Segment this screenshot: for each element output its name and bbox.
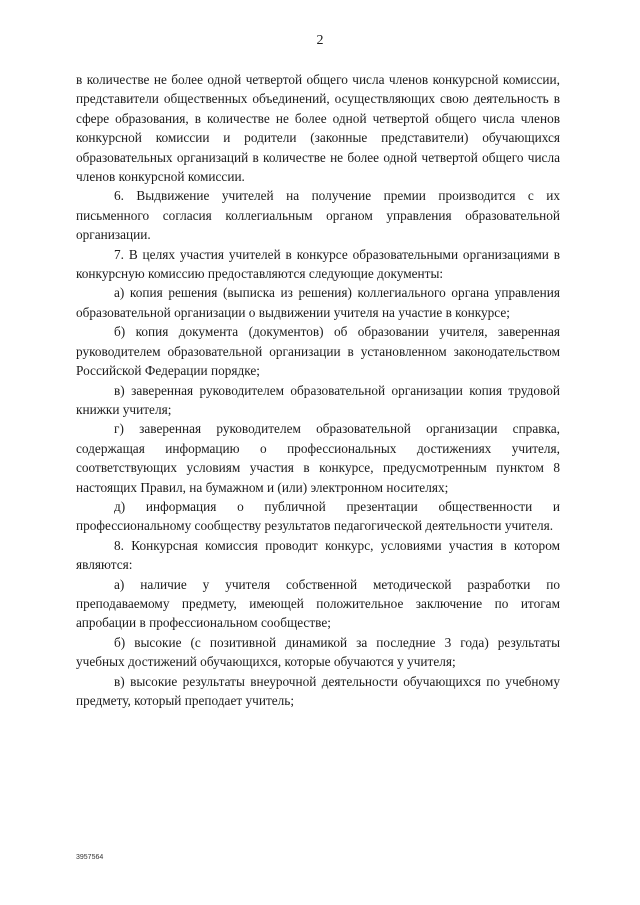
paragraph-item-8v: в) высокие результаты внеурочной деятельности обучающихся по учебному предмету, который преподает учитель; — [76, 673, 560, 708]
paragraph-item-7v: в) заверенная руководителем образовательной организации копия трудовой книжки учителя; — [76, 382, 560, 417]
document-body — [76, 70, 560, 710]
paragraph-item-7a: а) копия решения (выписка из решения) коллегиального органа управления образовательной организации о выдвижении учителя на участие в конкурсе; — [76, 285, 560, 320]
paragraph-item-7b: б) копия документа (документов) об образовании учителя, заверенная руководителем образовательной организации в установленном законодательством Российской Федерации порядке; — [76, 324, 560, 379]
paragraph-item-7g: г) заверенная руководителем образовательной организации справка, содержащая информацию о профессиональных достижениях учителя, соответствующих условиям участия в конкурсе, предусмотренным пунктом 8 настоящих Правил, на бумажном и (или) электронном носителях; — [76, 421, 560, 495]
paragraph-item-8a: а) наличие у учителя собственной методической разработки по преподаваемому предмету, имеющей положительное заключение по итогам апробации в профессиональном сообществе; — [76, 576, 560, 631]
document-code: 3957564 — [76, 854, 104, 861]
page-number: 2 — [316, 33, 324, 48]
paragraph-item-6: 6. Выдвижение учителей на получение премии производится с их письменного согласия коллегиальным органом управления образовательной организации. — [76, 188, 560, 243]
paragraph-continuation: в количестве не более одной четвертой общего числа членов конкурсной комиссии, представители общественных объединений, осуществляющих свою деятельность в сфере образования, в количестве не более одной четвертой общего числа членов конкурсной комиссии и родители (законные представители) обучающихся образовательных организаций в количестве не более одной четвертой общего числа членов конкурсной комиссии. — [76, 72, 560, 185]
paragraph-item-7: 7. В целях участия учителей в конкурсе образовательными организациями в конкурсную комиссию предоставляются следующие документы: — [76, 246, 560, 282]
paragraph-item-8: 8. Конкурсная комиссия проводит конкурс, условиями участия в котором являются: — [76, 537, 560, 573]
paragraph-item-8b: б) высокие (с позитивной динамикой за последние 3 года) результаты учебных достижений обучающихся, которые обучаются у учителя; — [76, 634, 560, 670]
paragraph-item-7d: д) информация о публичной презентации общественности и профессиональному сообществу результатов педагогической деятельности учителя. — [76, 498, 560, 534]
